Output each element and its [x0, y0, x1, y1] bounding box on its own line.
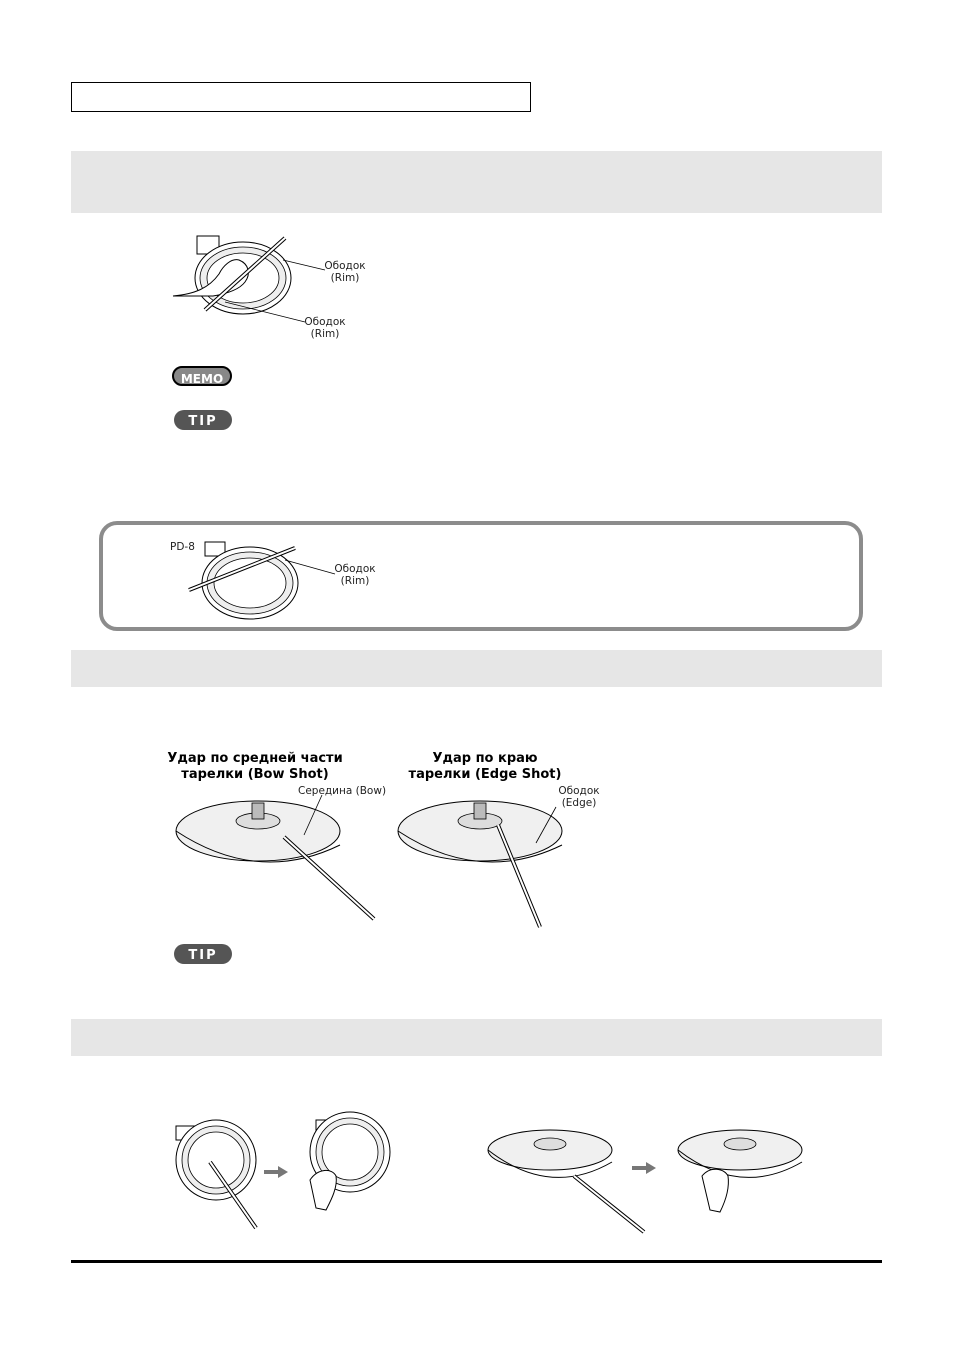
rim-label-upper: Ободок (Rim) — [324, 260, 366, 284]
cymbal-choke-illustration — [484, 1128, 814, 1238]
callout-rim-label: Ободок (Rim) — [334, 563, 376, 587]
memo-badge — [172, 366, 232, 386]
edge-label: Ободок (Edge) — [558, 785, 600, 809]
edge-shot-cymbal-illustration — [396, 795, 606, 935]
chapter-title-box — [71, 82, 531, 112]
tip-badge — [174, 410, 232, 430]
section-header-band-3 — [71, 1019, 882, 1056]
section-header-band-2 — [71, 650, 882, 687]
bow-shot-heading: Удар по средней части тарелки (Bow Shot) — [167, 751, 343, 782]
callout-model-label: PD-8 — [170, 541, 195, 553]
tip-badge-label: TIP — [188, 414, 218, 429]
tip-badge-label: TIP — [188, 948, 218, 963]
rim-label-lower: Ободок (Rim) — [304, 316, 346, 340]
memo-badge-label: MEMO — [180, 372, 224, 386]
bow-label: Середина (Bow) — [298, 785, 387, 797]
bow-shot-cymbal-illustration — [174, 795, 384, 925]
footer-rule — [71, 1260, 882, 1263]
edge-shot-heading: Удар по краю тарелки (Edge Shot) — [408, 751, 562, 782]
section-header-band-1 — [71, 151, 882, 213]
tip-badge — [174, 944, 232, 964]
pad-choke-illustration — [170, 1118, 400, 1233]
